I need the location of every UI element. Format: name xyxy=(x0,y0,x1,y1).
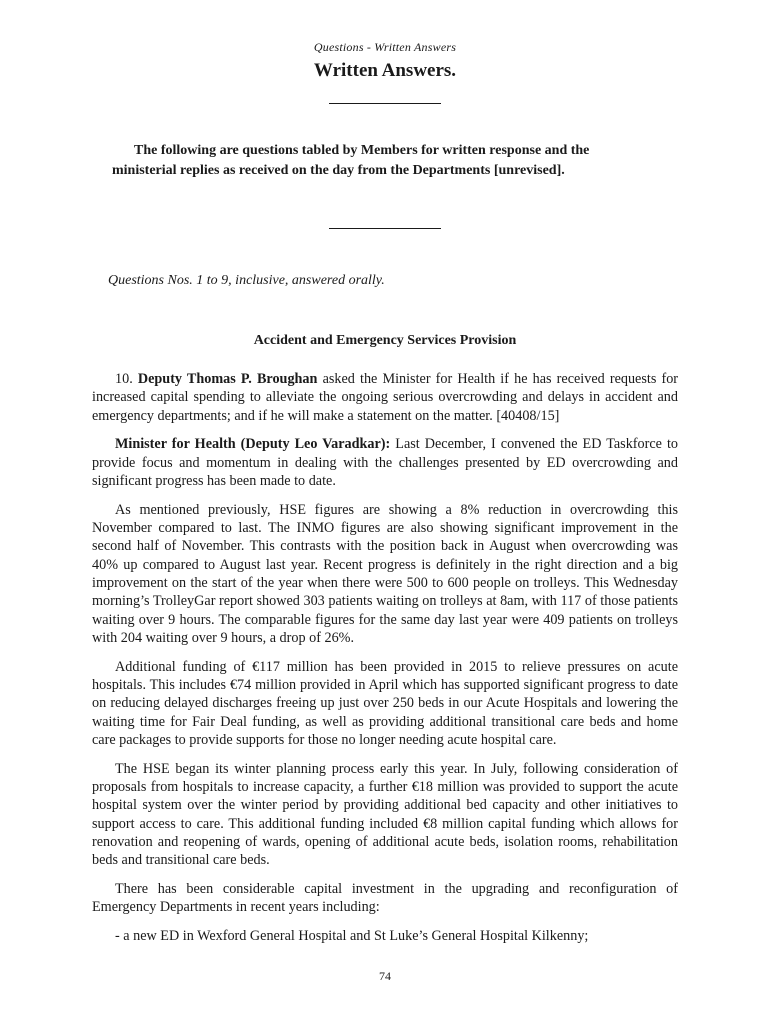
answer-paragraph: Additional funding of €117 million has been provided in 2015 to relieve pressures on acute hospitals. This includes €74 million provided in April which has supported significant progress to date on reducing delayed discharges freeing up just over 250 beds in our Acute Hospitals and lowering the waiting time for Fair Deal funding, as well as providing additional transitional care beds and home care packages to provide supports for those no longer needing acute hospital care. xyxy=(92,658,678,748)
title-divider xyxy=(329,103,441,104)
question-deputy: Deputy Thomas P. Broughan xyxy=(137,371,318,387)
answer-body xyxy=(92,370,678,956)
answer-paragraph: There has been considerable capital investment in the upgrading and reconfiguration of Emergency Departments in recent years including: xyxy=(92,880,678,916)
running-head: Questions - Written Answers xyxy=(313,40,457,54)
answer-paragraph: The HSE began its winter planning process early this year. In July, following consideration of proposals from hospitals to increase capacity, a further €18 million was provided to support the acute hospital system over the winter period by providing additional bed capacity and other initiatives to support access to care. This additional funding included €8 million capital funding which allows for renovation and reopening of wards, opening of additional acute beds, isolation rooms, rehabilitation beds and transitional care beds. xyxy=(92,760,678,869)
answer-first-text: Last December, I convened the ED Taskforce to provide focus and momentum in dealing with the challenges presented by ED overcrowding and significant progress has been made to date. xyxy=(92,436,678,489)
question-number: 10. xyxy=(115,371,133,387)
answer-speaker: Minister for Health (Deputy Leo Varadkar): xyxy=(115,436,391,453)
list-item: - a new ED in Wexford General Hospital and St Luke’s General Hospital Kilkenny; xyxy=(115,928,589,945)
page-title: Written Answers. xyxy=(313,60,457,81)
question-text: asked the Minister for Health if he has received requests for increased capital spending to alleviate the ongoing serious overcrowding and delays in accident and emergency departments; and if he will make a statement on the matter. [40408/15] xyxy=(92,371,679,424)
answer-paragraph xyxy=(92,435,678,490)
answer-paragraph: As mentioned previously, HSE figures are showing a 8% reduction in overcrowding this November compared to last. The INMO figures are also showing significant improvement in the second half of November. This contrasts with the position back in August when overcrowding was 40% up compared to August last year. Recent progress is definitely in the right direction and a big improvement on the start of the year when there were 500 to 600 people on trolleys. This Wednesday morning’s TrolleyGar report showed 303 patients waiting on trolleys at 8am, with 117 of those patients waiting over 9 hours. The comparable figures for the same day last year were 409 patients on trolleys with 204 waiting over 9 hours, a drop of 26%. xyxy=(92,501,678,646)
page-number: 74 xyxy=(379,969,391,983)
oral-answers-note: Questions Nos. 1 to 9, inclusive, answered orally. xyxy=(108,273,385,288)
section-heading: Accident and Emergency Services Provision xyxy=(253,333,517,348)
question-paragraph xyxy=(92,370,678,425)
intro-divider xyxy=(329,228,441,229)
intro-paragraph: The following are questions tabled by Members for written response and the ministerial replies as received on the day from the Departments [unrevised]. xyxy=(112,143,590,178)
